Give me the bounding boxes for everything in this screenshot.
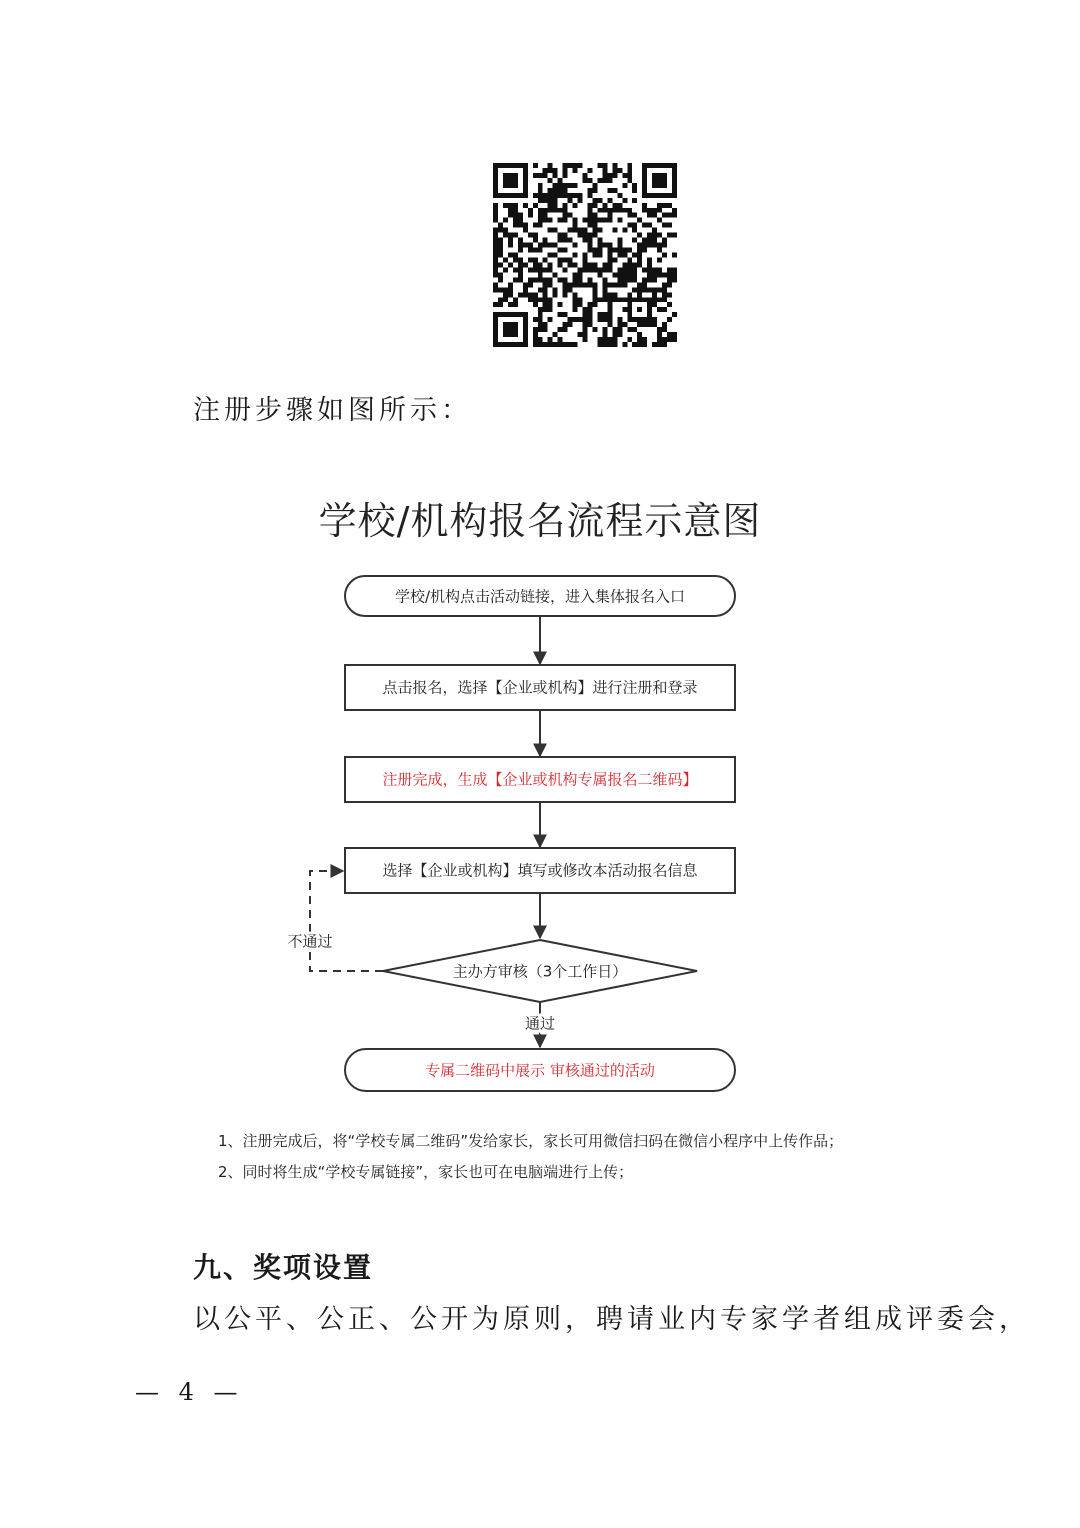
section-heading: 九、奖项设置	[193, 1251, 374, 1284]
flow-step-4-text: 选择【企业或机构】填写或修改本活动报名信息	[382, 861, 698, 880]
body-paragraph: 以公平、公正、公开为原则，聘请业内专家学者组成评委会，	[193, 1304, 1030, 1335]
note-2: 2、同时将生成“学校专属链接”，家长也可在电脑端进行上传；	[218, 1163, 634, 1181]
registration-flowchart	[0, 560, 1080, 1100]
note-1: 1、注册完成后，将“学校专属二维码”发给家长，家长可用微信扫码在微信小程序中上传作品；	[218, 1132, 844, 1150]
flow-step-3-text: 注册完成，生成【企业或机构专属报名二维码】	[382, 770, 698, 789]
qr-code-image	[493, 163, 677, 347]
flow-decision-text: 主办方审核（3个工作日）	[452, 962, 628, 981]
intro-text: 注册步骤如图所示：	[193, 395, 472, 426]
flow-reject-label: 不通过	[287, 932, 333, 951]
flow-pass-label: 通过	[524, 1014, 556, 1033]
flow-step-5-text: 专属二维码中展示 审核通过的活动	[425, 1061, 655, 1080]
flowchart-title: 学校/机构报名流程示意图	[318, 499, 762, 543]
page-number: — 4 —	[135, 1378, 244, 1406]
flow-step-1-text: 学校/机构点击活动链接，进入集体报名入口	[394, 587, 686, 606]
flow-step-2-text: 点击报名，选择【企业或机构】进行注册和登录	[382, 678, 698, 697]
